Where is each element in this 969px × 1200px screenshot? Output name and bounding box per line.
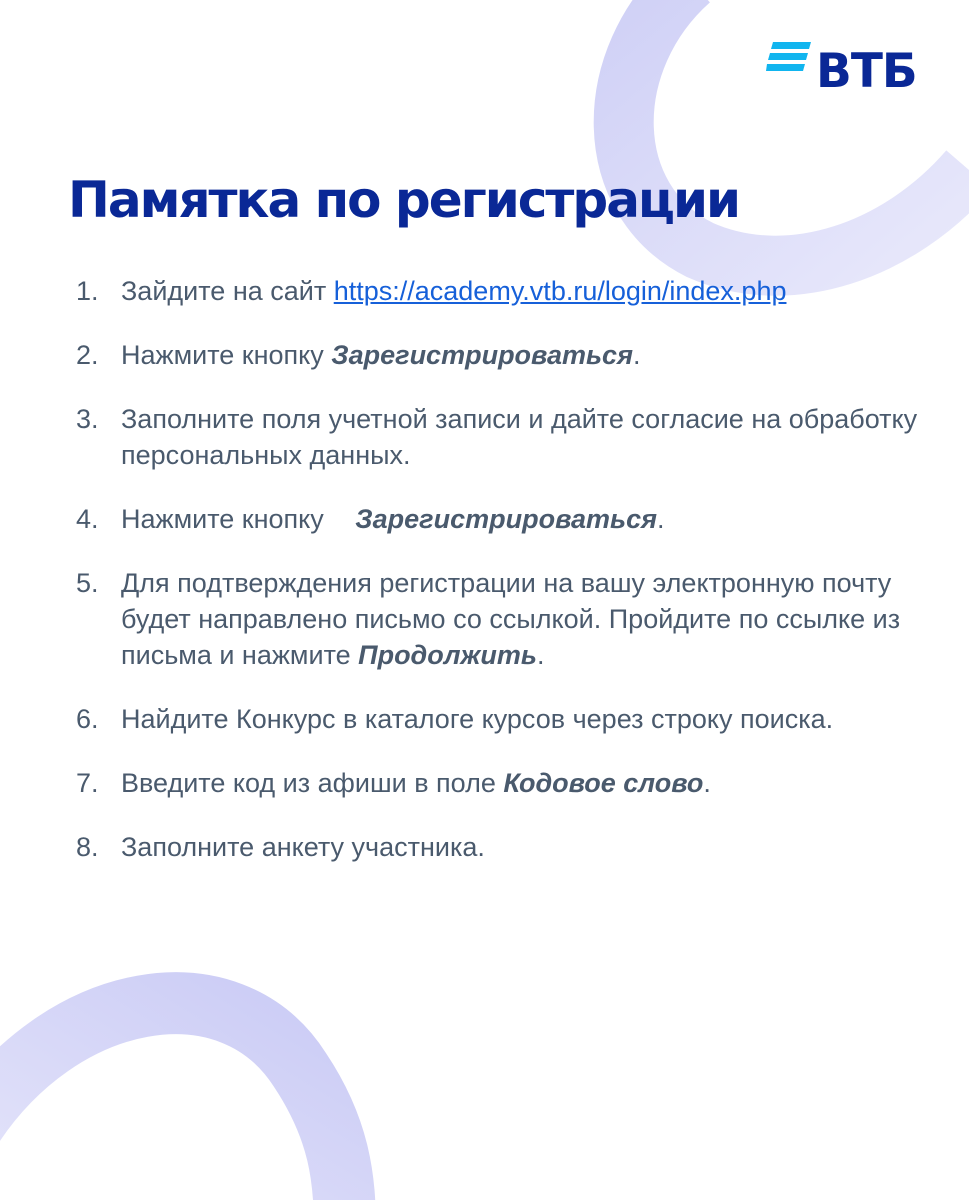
step-number: 1. bbox=[76, 276, 99, 306]
vtb-stripes-icon bbox=[766, 42, 814, 72]
step-7 bbox=[76, 765, 926, 801]
step-number: 6. bbox=[76, 704, 99, 734]
registration-steps-list bbox=[76, 273, 926, 893]
academy-login-link[interactable]: https://academy.vtb.ru/login/index.php bbox=[333, 276, 787, 306]
step-number: 3. bbox=[76, 404, 99, 434]
step-6 bbox=[76, 701, 926, 737]
step-number: 7. bbox=[76, 768, 99, 798]
step-text: Нажмите кнопку bbox=[121, 340, 332, 370]
vtb-logo bbox=[766, 42, 918, 98]
step-punctuation: . bbox=[657, 504, 665, 534]
step-punctuation: . bbox=[632, 340, 641, 370]
step-text: Найдите Конкурс в каталоге курсов через строку поиска. bbox=[121, 704, 834, 734]
step-number: 2. bbox=[76, 340, 99, 370]
code-word-field-name: Кодовое слово bbox=[503, 768, 704, 798]
step-number: 8. bbox=[76, 832, 99, 862]
step-text: Введите код из афиши в поле bbox=[121, 768, 504, 798]
step-1 bbox=[76, 273, 926, 309]
step-5 bbox=[76, 565, 926, 673]
vtb-logo-text: ВТБ bbox=[816, 44, 917, 99]
step-4 bbox=[76, 501, 926, 537]
step-number: 5. bbox=[76, 568, 99, 598]
step-text: Нажмите кнопку bbox=[121, 504, 324, 534]
step-3 bbox=[76, 401, 926, 473]
page-title: Памятка по регистрации bbox=[68, 171, 740, 229]
step-2 bbox=[76, 337, 926, 373]
step-text: Заполните анкету участника. bbox=[121, 832, 485, 862]
step-text: Заполните поля учетной записи и дайте согласие на обработку персональных данных. bbox=[121, 404, 918, 470]
step-punctuation: . bbox=[536, 640, 545, 670]
step-text: Зайдите на сайт bbox=[121, 276, 334, 306]
decorative-ring-bottom-left bbox=[0, 1003, 345, 1200]
continue-button-name: Продолжить bbox=[358, 640, 537, 670]
register-button-name: Зарегистрироваться bbox=[331, 340, 633, 370]
step-text: Для подтверждения регистрации на вашу электронную почту будет направлено письмо со ссылкой. Пройдите по ссылке из письма и нажмите bbox=[121, 568, 901, 670]
step-number: 4. bbox=[76, 504, 99, 534]
step-8 bbox=[76, 829, 926, 865]
step-punctuation: . bbox=[703, 768, 711, 798]
register-button-name: Зарегистрироваться bbox=[355, 504, 657, 534]
